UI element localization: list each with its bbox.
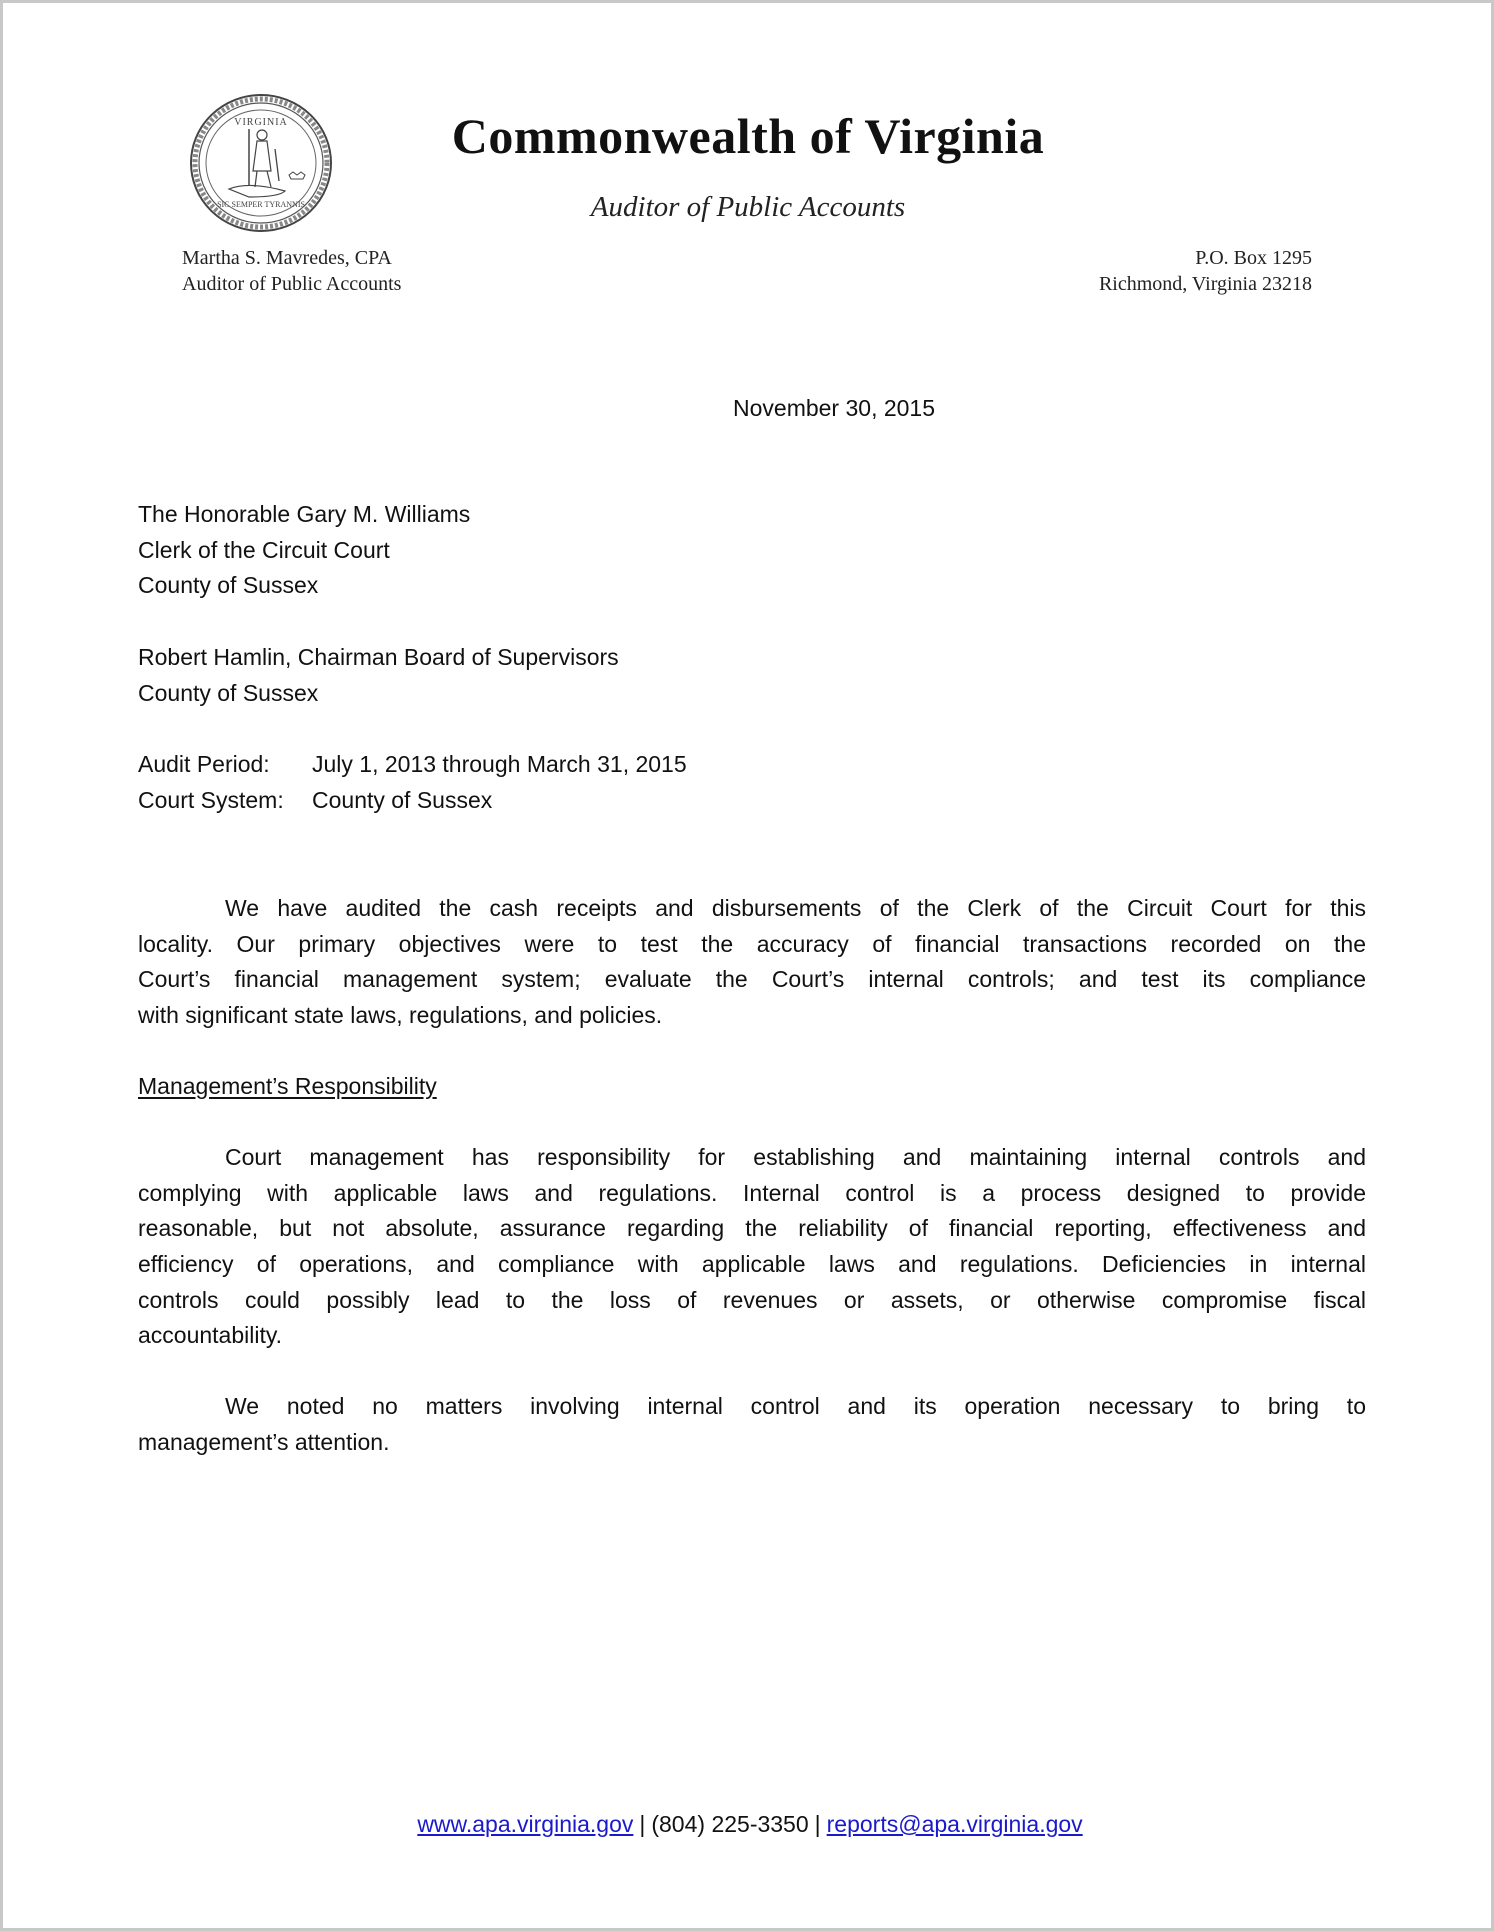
letterhead-subtitle: Auditor of Public Accounts [590, 191, 906, 223]
paragraph-line: with significant state laws, regulations, and policies. [138, 1002, 663, 1029]
website-link[interactable]: www.apa.virginia.gov [417, 1811, 634, 1837]
paragraph-line: We have audited the cash receipts and disbursements of the Clerk of the Circuit Court for this [225, 895, 1366, 921]
paragraph-line: efficiency of operations, and compliance with applicable laws and regulations. Deficiencies in internal [138, 1251, 1366, 1278]
paragraph-line: accountability. [138, 1322, 283, 1349]
paragraph-line: controls could possibly lead to the loss of revenues or assets, or otherwise compromise fiscal [138, 1286, 1366, 1313]
paragraph-line: We noted no matters involving internal control and its operation necessary to bring to [225, 1393, 1366, 1419]
svg-text:SIC SEMPER TYRANNIS: SIC SEMPER TYRANNIS [217, 200, 305, 209]
virginia-state-seal-icon [189, 93, 333, 233]
po-box: P.O. Box 1295 [1195, 247, 1312, 269]
recipient-block-clerk [138, 497, 1366, 604]
auditor-title: Auditor of Public Accounts [182, 273, 402, 295]
court-system-label: Court System: [138, 786, 284, 813]
city-state-zip: Richmond, Virginia 23218 [1098, 273, 1312, 295]
letter-date: November 30, 2015 [733, 395, 936, 421]
paragraph-line: complying with applicable laws and regulations. Internal control is a process designed to provide [138, 1179, 1366, 1206]
letterhead-title: Commonwealth of Virginia [451, 108, 1045, 164]
recipient-line: Robert Hamlin, Chairman Board of Supervisors [138, 644, 619, 670]
recipient-line: County of Sussex [138, 572, 319, 599]
recipient-line: The Honorable Gary M. Williams [138, 501, 471, 527]
mailing-address-block [1099, 245, 1312, 297]
phone-number: (804) 225-3350 [651, 1811, 809, 1837]
audit-info [138, 747, 1366, 818]
auditor-name-block [182, 245, 401, 297]
recipient-block-chairman [138, 640, 1366, 711]
section-heading-management-responsibility: Management’s Responsibility [138, 1073, 437, 1099]
footer-separator: | [639, 1811, 646, 1837]
footer-contact [3, 1809, 1494, 1839]
paragraph-line: reasonable, but not absolute, assurance regarding the reliability of financial reporting, effectiveness and [138, 1215, 1366, 1242]
paragraph-audit-scope [138, 891, 1366, 1034]
auditor-name: Martha S. Mavredes, CPA [182, 247, 392, 269]
svg-text:VIRGINIA: VIRGINIA [234, 117, 288, 128]
audit-period-row [138, 747, 1366, 783]
footer-separator: | [814, 1811, 821, 1837]
email-link[interactable]: reports@apa.virginia.gov [826, 1811, 1083, 1837]
paragraph-line: management’s attention. [138, 1428, 390, 1455]
paragraph-management-responsibility [138, 1140, 1366, 1354]
audit-period-value: July 1, 2013 through March 31, 2015 [312, 751, 687, 777]
paragraph-line: Court’s financial management system; evaluate the Court’s internal controls; and test its compliance [138, 966, 1366, 993]
paragraph-line: Court management has responsibility for establishing and maintaining internal controls and [225, 1144, 1366, 1170]
paragraph-no-matters-noted [138, 1389, 1366, 1460]
recipient-line: County of Sussex [138, 679, 319, 706]
recipient-line: Clerk of the Circuit Court [138, 536, 390, 563]
audit-period-label: Audit Period: [138, 751, 270, 777]
court-system-value: County of Sussex [312, 786, 493, 813]
court-system-row [138, 783, 1366, 819]
paragraph-line: locality. Our primary objectives were to test the accuracy of financial transactions recorded on the [138, 930, 1366, 957]
